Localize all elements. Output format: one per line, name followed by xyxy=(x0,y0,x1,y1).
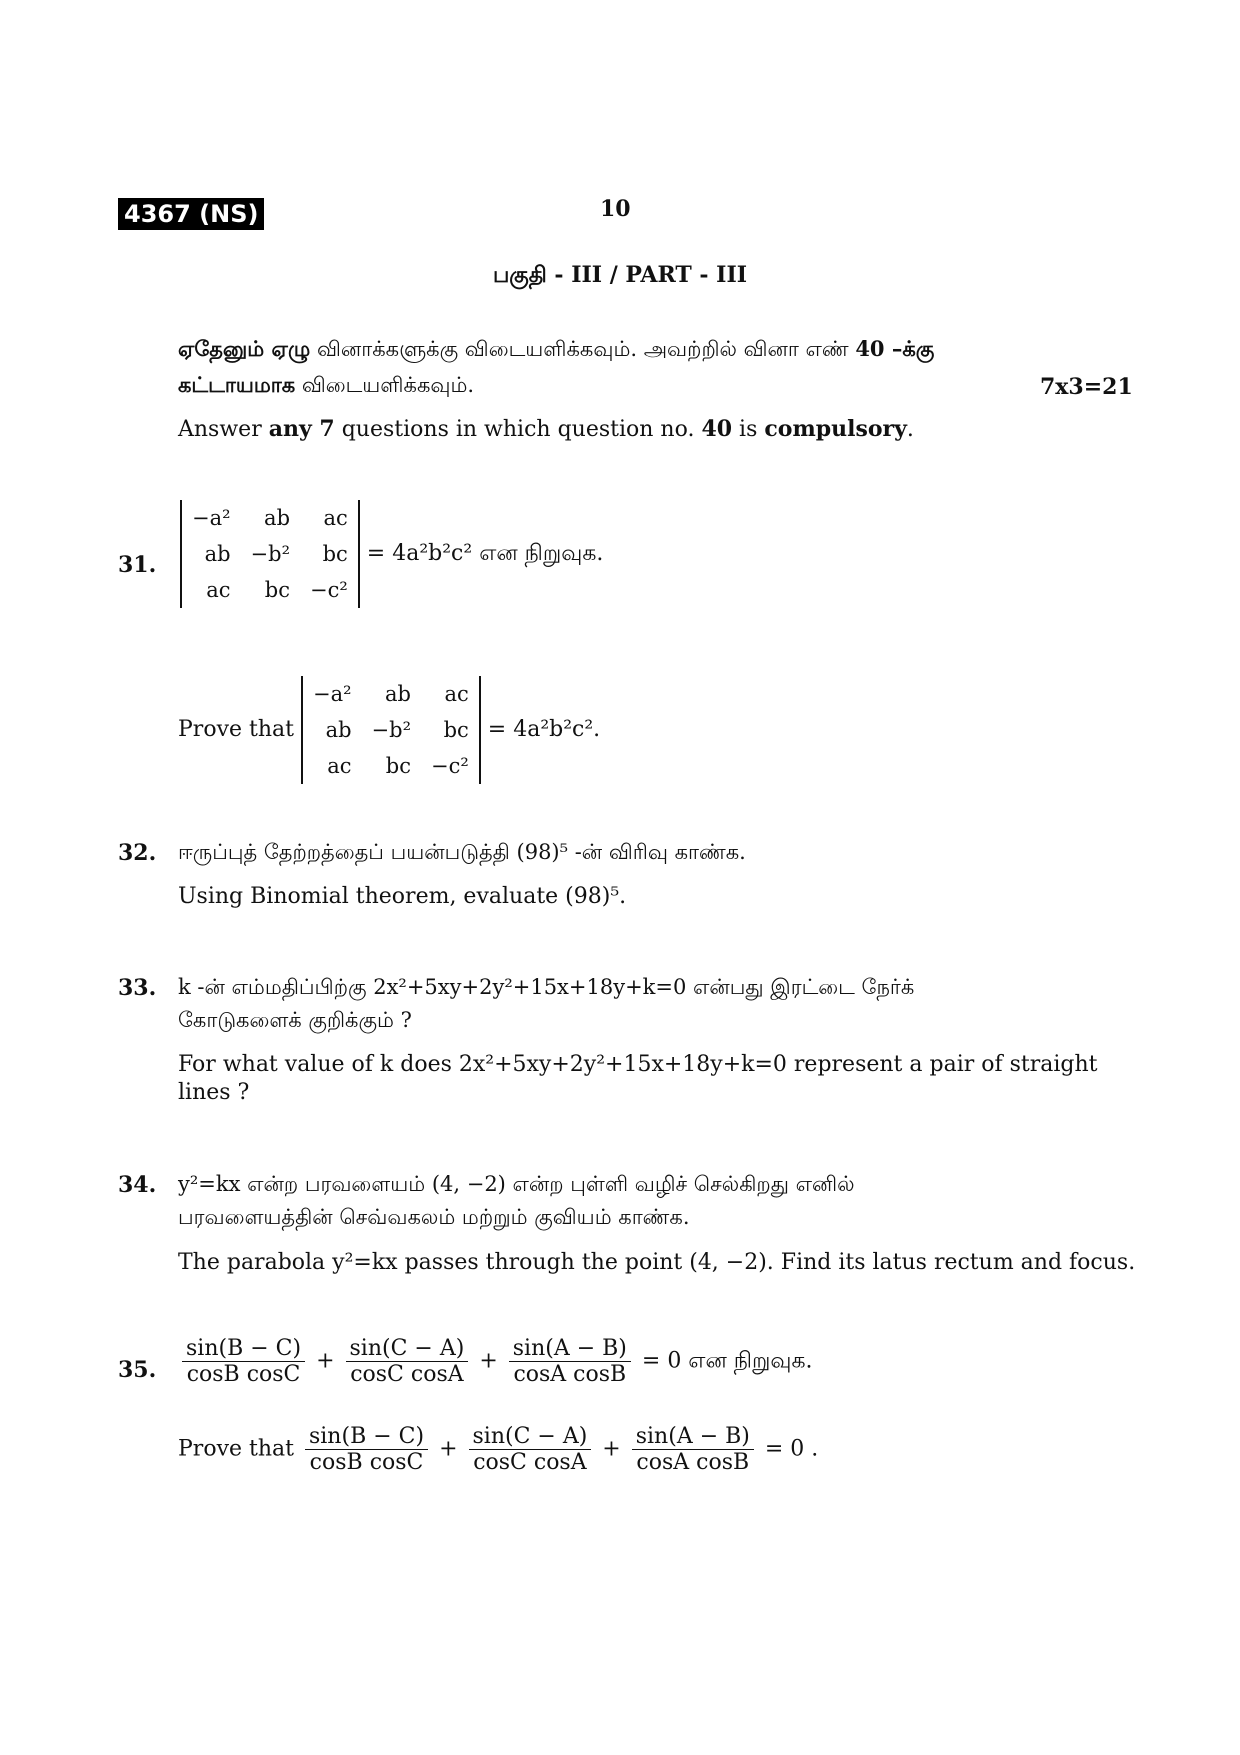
fraction: $\frac{\sin(C - A)}{\text{cosC cosA}}$ xyxy=(346,1336,469,1387)
question-number: 32. xyxy=(118,840,157,866)
instruction-ta-1: ஏதேனும் ஏழு வினாக்களுக்கு விடையளிக்கவும். அவற்றில் வினா எண் 40 –க்கு xyxy=(178,336,935,361)
instruction-ta-2: கட்டாயமாக விடையளிக்கவும். xyxy=(178,372,475,397)
fraction: $\frac{\sin(A - B)}{\text{cosA cosB}}$ xyxy=(509,1336,631,1387)
fraction: $\frac{\sin(C - A)}{\text{cosC cosA}}$ xyxy=(469,1424,592,1475)
q35-en: Prove that $\frac{\sin(B - C)}{\text{cosB cosC}}$ + $\frac{\sin(C - A)}{\text{cosC cosA}}$ + $\frac{\sin(A - B)}{\text{cosA cosB}}$ = 0 . xyxy=(178,1424,819,1475)
determinant: −a² ab ac ab −b² bc ac bc −c² xyxy=(301,676,481,784)
q35-ta: $\frac{\sin(B - C)}{\text{cosB cosC}}$ + $\frac{\sin(C - A)}{\text{cosC cosA}}$ + $\frac{\sin(A - B)}{\text{cosA cosB}}$ = 0 என நிறுவுக. xyxy=(178,1336,813,1387)
question-number: 33. xyxy=(118,975,157,1001)
exam-code: 4367 (NS) xyxy=(118,198,264,230)
fraction: $\frac{\sin(B - C)}{\text{cosB cosC}}$ xyxy=(182,1336,305,1387)
q31-ta: −a² ab ac ab −b² bc ac bc −c² = 4a²b²c² என நிறுவுக. xyxy=(180,500,603,608)
fraction: $\frac{\sin(B - C)}{\text{cosB cosC}}$ xyxy=(305,1424,428,1475)
determinant: −a² ab ac ab −b² bc ac bc −c² xyxy=(180,500,360,608)
q33-ta-1: k -ன் எம்மதிப்பிற்கு 2x²+5xy+2y²+15x+18y+k=0 என்பது இரட்டை நேர்க் xyxy=(178,975,915,999)
q33-en-1: For what value of k does 2x²+5xy+2y²+15x+18y+k=0 represent a pair of straight xyxy=(178,1052,1098,1077)
question-number: 34. xyxy=(118,1172,157,1198)
q34-ta-1: y²=kx என்ற பரவளையம் (4, −2) என்ற புள்ளி வழிச் செல்கிறது எனில் xyxy=(178,1172,855,1196)
q31-en: Prove that −a² ab ac ab −b² bc ac bc −c² = 4a²b²c². xyxy=(178,676,600,784)
q33-ta-2: கோடுகளைக் குறிக்கும் ? xyxy=(178,1008,412,1032)
q32-ta: ஈருப்புத் தேற்றத்தைப் பயன்படுத்தி (98)⁵ -ன் விரிவு காண்க. xyxy=(178,840,746,864)
question-number: 31. xyxy=(118,552,157,578)
page-number: 10 xyxy=(600,196,631,222)
marks: 7x3=21 xyxy=(1040,374,1133,400)
q34-en: The parabola y²=kx passes through the point (4, −2). Find its latus rectum and focus. xyxy=(178,1250,1136,1275)
instruction-en: Answer any 7 questions in which question no. 40 is compulsory. xyxy=(178,416,914,442)
q34-ta-2: பரவளையத்தின் செவ்வகலம் மற்றும் குவியம் காண்க. xyxy=(178,1205,690,1229)
question-number: 35. xyxy=(118,1357,157,1383)
part-title: பகுதி - III / PART - III xyxy=(492,262,748,288)
q33-en-2: lines ? xyxy=(178,1080,250,1105)
fraction: $\frac{\sin(A - B)}{\text{cosA cosB}}$ xyxy=(632,1424,754,1475)
q32-en: Using Binomial theorem, evaluate (98)⁵. xyxy=(178,884,627,909)
